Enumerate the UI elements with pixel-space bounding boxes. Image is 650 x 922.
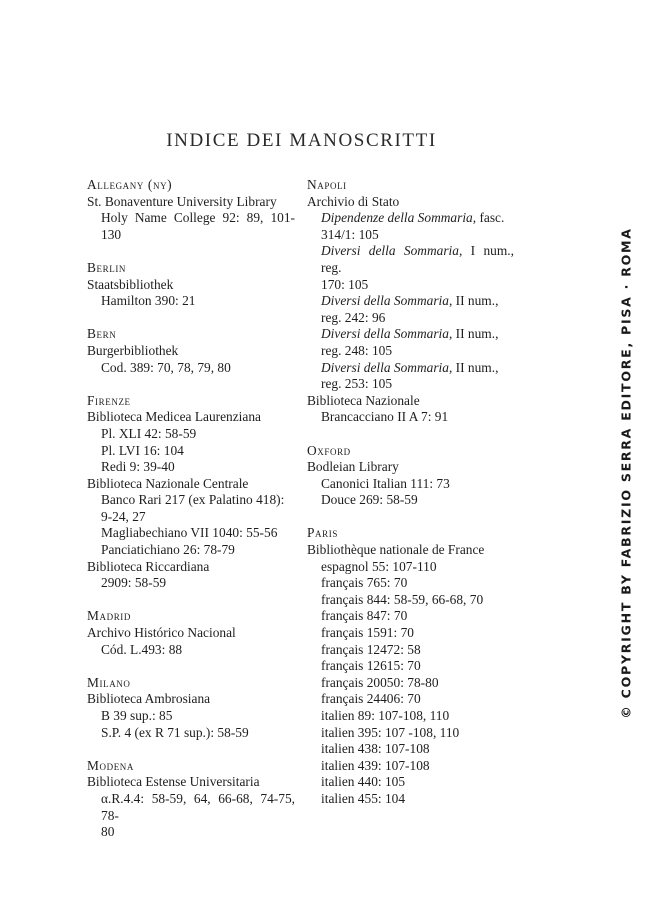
city-heading: Firenze [87,392,131,408]
index-section [87,758,295,841]
manuscript-entry: reg. 248: 105 [321,342,393,358]
library-name: Burgerbibliothek [87,342,179,358]
manuscript-entry: italien 438: 107-108 [321,741,430,757]
manuscript-entry: 314/1: 105 [321,226,379,242]
library-name: Bodleian Library [307,459,399,475]
library-name: Archivio di Stato [307,193,400,209]
index-section [87,177,295,243]
series-title: Diversi della Sommaria [321,359,449,375]
manuscript-entry: Holy Name College 92: 89, 101-130 [101,210,295,242]
page-title: INDICE DEI MANOSCRITTI [166,130,437,151]
manuscript-entry: Magliabechiano VII 1040: 55-56 [101,525,278,541]
library-name: Staatsbibliothek [87,276,174,292]
series-title: Dipendenze della Sommaria [321,210,473,226]
manuscript-entry: espagnol 55: 107-110 [321,558,437,574]
manuscript-entry: Brancacciano II A 7: 91 [321,409,449,425]
copyright-text: © COPYRIGHT BY FABRIZIO SERRA EDITORE, PISA · ROMA [618,227,634,719]
library-name: Biblioteca Estense Universitaria [87,774,260,790]
library-name: Bibliothèque nationale de France [307,542,485,558]
library-name: Biblioteca Medicea Laurenziana [87,409,261,425]
manuscript-entry [307,293,514,310]
manuscript-entry: 170: 105 [321,276,369,292]
library-name: Biblioteca Nazionale [307,392,420,408]
manuscript-entry: Panciatichiano 26: 78-79 [101,542,235,558]
city-heading: Bern [87,326,117,342]
city-heading: Paris [307,525,338,541]
city-heading: Napoli [307,177,347,192]
manuscript-entry [307,326,514,343]
index-section [307,177,514,426]
manuscript-entry: italien 89: 107-108, 110 [321,708,450,723]
manuscript-entry: italien 439: 107-108 [321,757,430,773]
manuscript-entry: Pl. XLI 42: 58-59 [101,425,197,441]
manuscript-entry: Pl. LVI 16: 104 [101,442,184,458]
manuscript-entry: Cod. 389: 70, 78, 79, 80 [101,359,231,375]
entry-detail: , II num., [448,359,499,375]
city-heading: Milano [87,674,131,690]
index-section [87,393,295,592]
library-name: Biblioteca Ambrosiana [87,691,211,707]
manuscript-entry: français 24406: 70 [321,691,421,707]
manuscript-entry: italien 395: 107 -108, 110 [321,724,460,740]
manuscript-entry: S.P. 4 (ex R 71 sup.): 58-59 [101,724,249,740]
manuscript-entry: 2909: 58-59 [101,575,167,591]
entry-detail: , fasc. [472,210,505,226]
manuscript-entry: 80 [101,824,115,840]
index-section [87,675,295,741]
manuscript-entry: Douce 269: 58-59 [321,492,418,508]
manuscript-entry: français 847: 70 [321,608,408,624]
manuscript-entry: italien 440: 105 [321,774,406,790]
manuscript-entry: reg. 253: 105 [321,376,393,392]
city-heading: Berlin [87,259,127,275]
library-name: Archivo Histórico Nacional [87,625,236,641]
manuscript-entry: Hamilton 390: 21 [101,293,196,309]
city-heading: Modena [87,757,135,773]
entry-detail: , II num., [448,293,499,309]
index-column-right [307,177,514,824]
index-section [87,608,295,658]
manuscript-entry: français 12615: 70 [321,658,421,674]
index-section [87,326,295,376]
manuscript-entry: français 1591: 70 [321,625,414,641]
manuscript-entry: français 12472: 58 [321,641,421,657]
manuscript-entry [307,210,514,227]
index-section [307,525,514,807]
manuscript-entry: Cód. L.493: 88 [101,641,183,657]
library-name: St. Bonaventure University Library [87,193,277,209]
manuscript-entry: Banco Rari 217 (ex Palatino 418): [101,492,285,508]
manuscript-entry: français 844: 58-59, 66-68, 70 [321,591,484,607]
manuscript-entry: reg. 242: 96 [321,309,386,325]
manuscript-entry [307,360,514,377]
entry-detail: , II num., [448,326,499,342]
series-title: Diversi della Sommaria [321,326,449,342]
index-section [307,443,514,509]
city-heading: Madrid [87,608,132,624]
manuscript-entry: italien 455: 104 [321,790,406,806]
city-heading: Oxford [307,442,351,458]
manuscript-entry: français 765: 70 [321,575,408,591]
series-title: Diversi della Sommaria [321,293,449,309]
manuscript-entry: français 20050: 78-80 [321,674,439,690]
library-name: Biblioteca Nazionale Centrale [87,475,249,491]
city-heading: Allegany (ny) [87,177,173,192]
index-section [87,260,295,310]
index-column-left [87,177,295,857]
manuscript-entry: Redi 9: 39-40 [101,459,175,475]
manuscript-entry: 9-24, 27 [101,508,146,524]
library-name: Biblioteca Riccardiana [87,558,210,574]
manuscript-entry: α.R.4.4: 58-59, 64, 66-68, 74-75, 78- [101,790,295,823]
manuscript-entry [307,243,514,276]
manuscript-entry: B 39 sup.: 85 [101,708,173,723]
series-title: Diversi della Sommaria [321,243,459,259]
entry-detail: , I num., reg. [321,243,514,275]
manuscript-entry: Canonici Italian 111: 73 [321,475,450,491]
